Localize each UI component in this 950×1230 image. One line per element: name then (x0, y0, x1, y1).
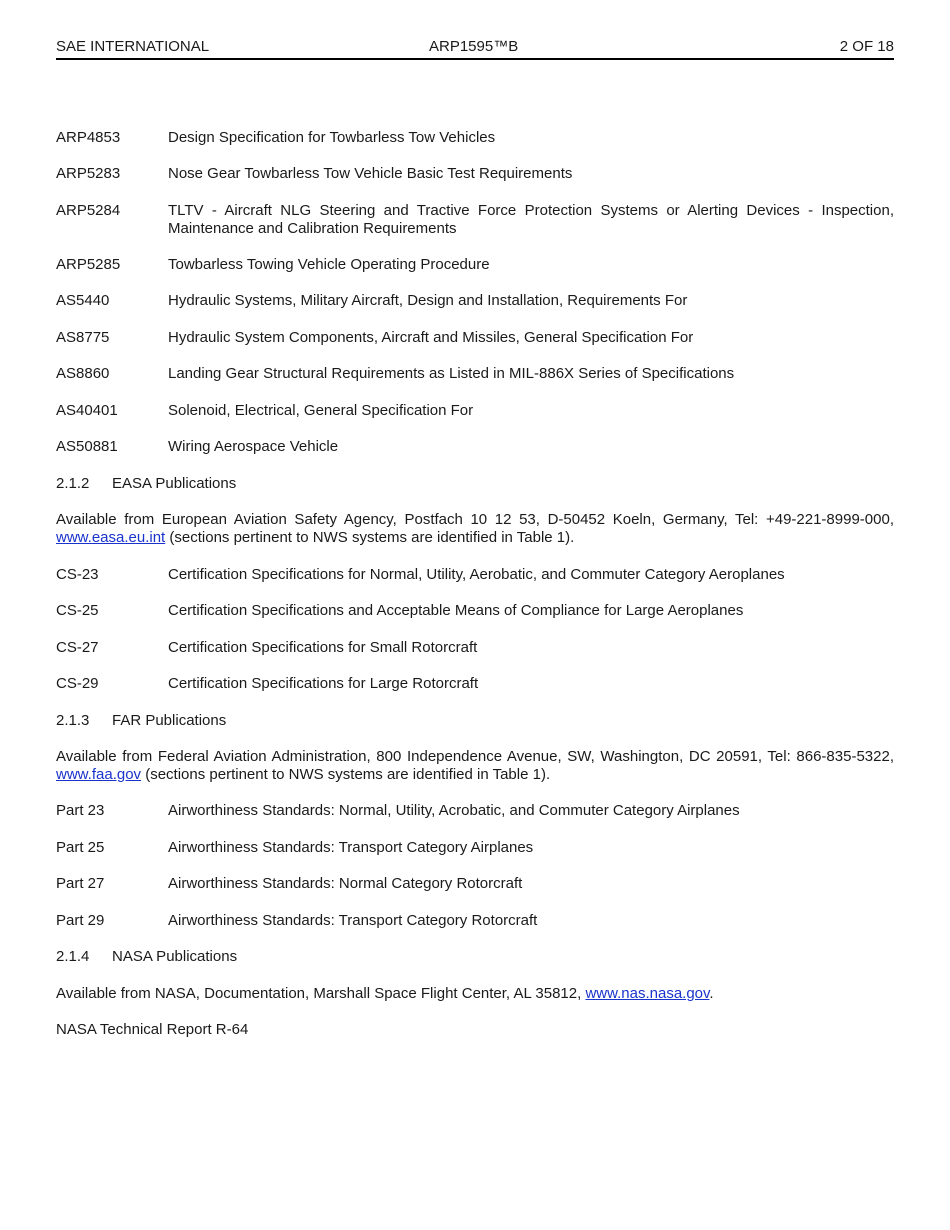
reference-title: Hydraulic Systems, Military Aircraft, Design and Installation, Requirements For (168, 292, 688, 309)
nasa-report: NASA Technical Report R-64 (56, 1021, 249, 1038)
availability-text: Available from NASA, Documentation, Marshall Space Flight Center, AL 35812, (56, 985, 586, 1002)
reference-code: ARP4853 (56, 129, 121, 146)
reference-title: Airworthiness Standards: Transport Category Airplanes (168, 839, 534, 856)
nasa-link[interactable]: www.nas.nasa.gov (585, 985, 710, 1002)
reference-title: Airworthiness Standards: Transport Category Rotorcraft (168, 912, 538, 929)
reference-title: Certification Specifications for Small Rotorcraft (168, 639, 478, 656)
reference-title: Hydraulic System Components, Aircraft and Missiles, General Specification For (168, 329, 694, 346)
reference-code: AS8860 (56, 365, 110, 382)
section-title: NASA Publications (112, 948, 238, 965)
section-number: 2.1.4 (56, 948, 90, 965)
reference-code: Part 29 (56, 912, 105, 929)
faa-link[interactable]: www.faa.gov (56, 766, 142, 783)
easa-link[interactable]: www.easa.eu.int (56, 529, 166, 546)
header-doc-id: ARP1595™B (429, 38, 519, 55)
nasa-availability-paragraph (56, 985, 894, 1003)
reference-code: Part 25 (56, 839, 105, 856)
section-title: FAR Publications (112, 712, 227, 729)
reference-code: Part 27 (56, 875, 105, 892)
reference-title: Solenoid, Electrical, General Specification For (168, 402, 474, 419)
availability-text-suffix: (sections pertinent to NWS systems are identified in Table 1). (165, 529, 575, 546)
reference-title: Wiring Aerospace Vehicle (168, 438, 339, 455)
reference-title: Towbarless Towing Vehicle Operating Procedure (168, 256, 490, 273)
section-number: 2.1.2 (56, 475, 90, 492)
far-availability-paragraph (56, 748, 894, 784)
reference-title: Certification Specifications for Normal, Utility, Aerobatic, and Commuter Category Aeroplanes (168, 566, 785, 583)
reference-code: Part 23 (56, 802, 105, 819)
reference-title: Airworthiness Standards: Normal Category Rotorcraft (168, 875, 523, 892)
section-number: 2.1.3 (56, 712, 90, 729)
availability-text-suffix: (sections pertinent to NWS systems are identified in Table 1). (141, 766, 551, 783)
reference-code: AS8775 (56, 329, 110, 346)
easa-availability-paragraph (56, 511, 894, 547)
reference-code: CS-25 (56, 602, 99, 619)
reference-title: Airworthiness Standards: Normal, Utility, Acrobatic, and Commuter Category Airplanes (168, 802, 740, 819)
reference-title: Landing Gear Structural Requirements as Listed in MIL-886X Series of Specifications (168, 365, 735, 382)
reference-code: ARP5284 (56, 202, 121, 219)
page-header (56, 36, 894, 60)
reference-title: Certification Specifications and Acceptable Means of Compliance for Large Aeroplanes (168, 602, 744, 619)
availability-text: Available from European Aviation Safety Agency, Postfach 10 12 53, D-50452 Koeln, Germany, Tel: +49-221-8999-000, (56, 511, 894, 528)
reference-code: AS5440 (56, 292, 110, 309)
reference-title: TLTV - Aircraft NLG Steering and Tractive Force Protection Systems or Alerting Devices - Inspection, Maintenance and Calibration Requirements (168, 202, 894, 237)
reference-code: AS50881 (56, 438, 118, 455)
reference-code: AS40401 (56, 402, 118, 419)
reference-code: ARP5285 (56, 256, 121, 273)
reference-code: CS-29 (56, 675, 99, 692)
header-page-number: 2 OF 18 (839, 38, 894, 55)
section-title: EASA Publications (112, 475, 237, 492)
reference-title: Design Specification for Towbarless Tow Vehicles (168, 129, 496, 146)
reference-code: CS-27 (56, 639, 99, 656)
availability-text-suffix: . (709, 985, 714, 1002)
reference-title: Nose Gear Towbarless Tow Vehicle Basic Test Requirements (168, 165, 573, 182)
availability-text: Available from Federal Aviation Administration, 800 Independence Avenue, SW, Washington, DC 20591, Tel: 866-835-5322, (56, 748, 894, 765)
reference-title: Certification Specifications for Large Rotorcraft (168, 675, 479, 692)
reference-code: CS-23 (56, 566, 99, 583)
header-org: SAE INTERNATIONAL (56, 38, 210, 55)
reference-code: ARP5283 (56, 165, 121, 182)
